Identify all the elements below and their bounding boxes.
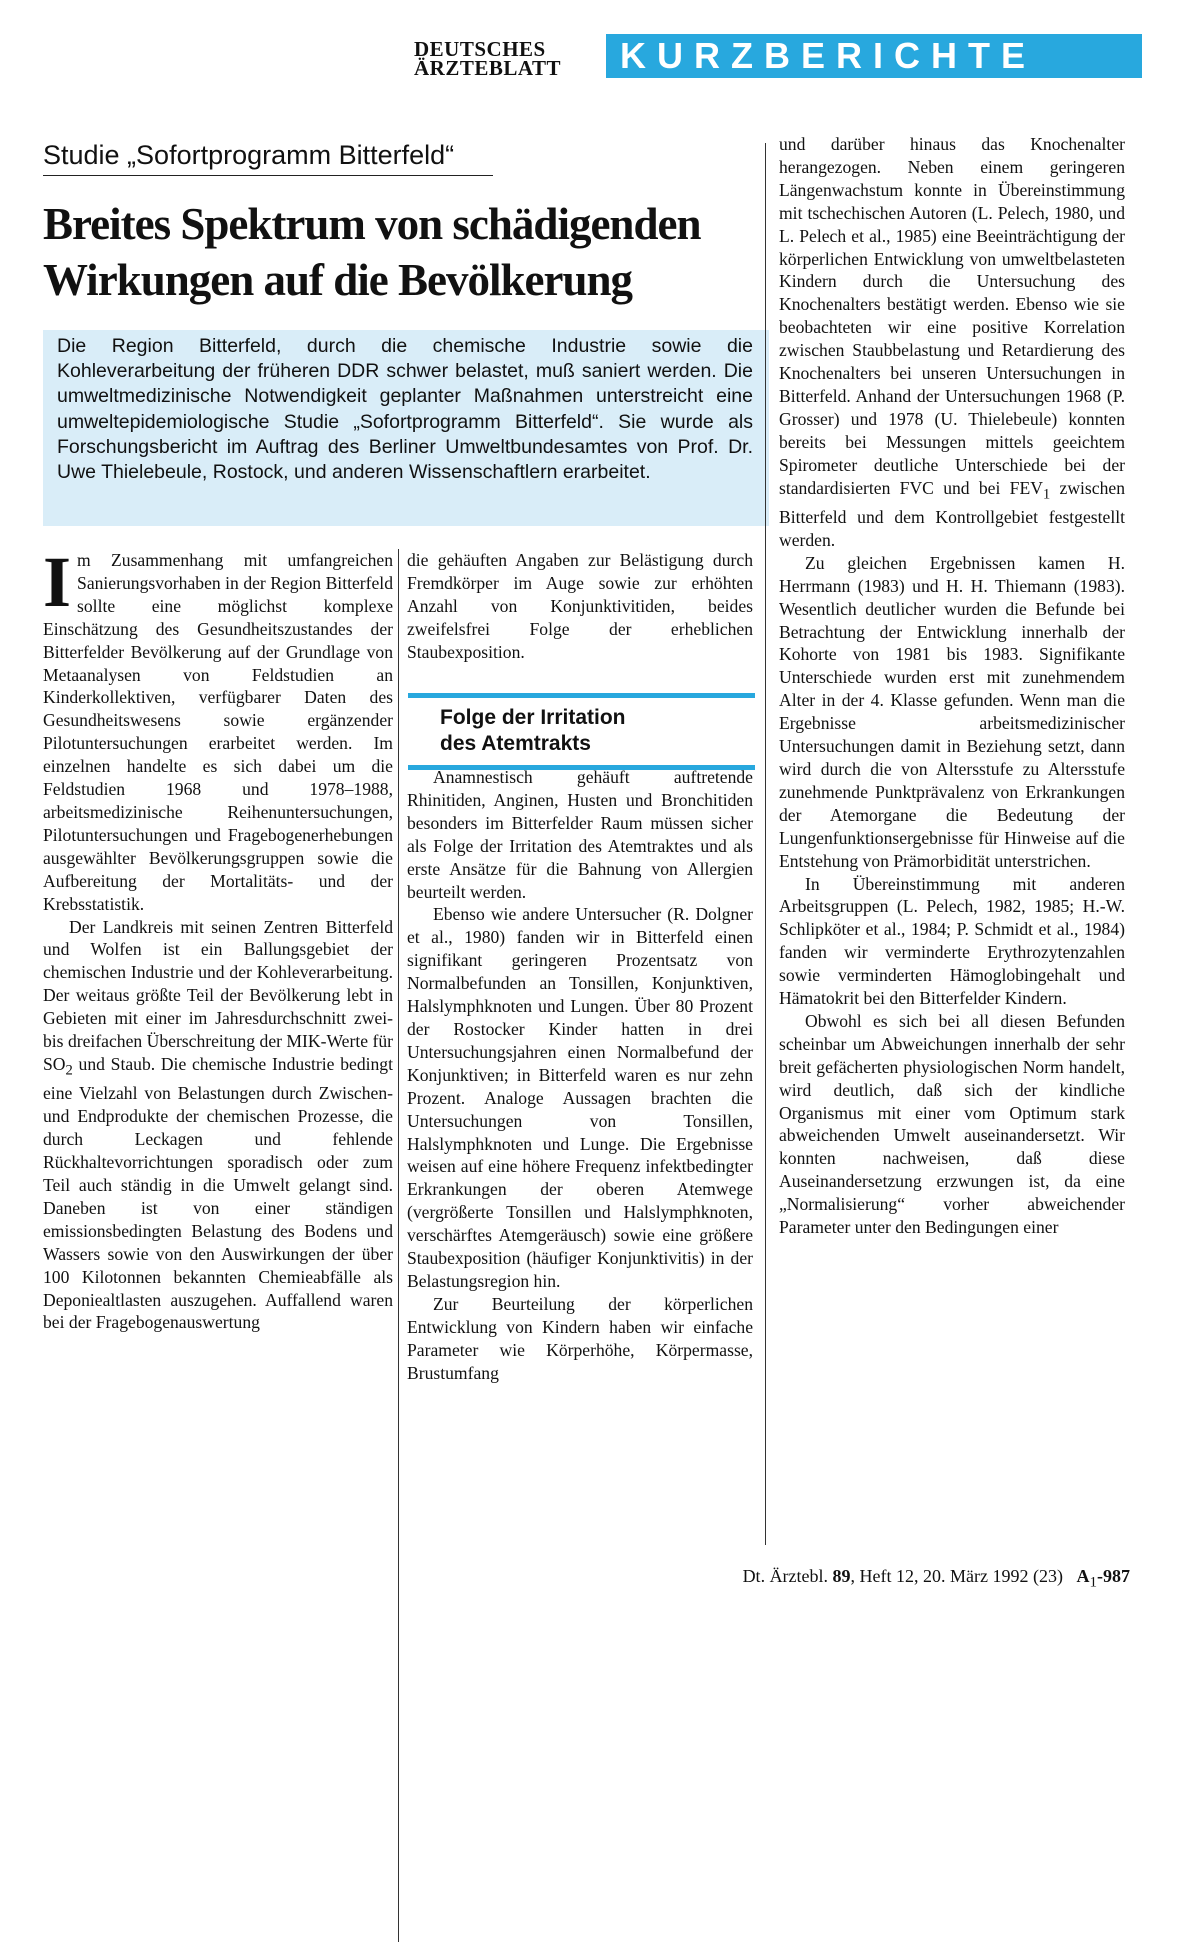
section-subheading	[408, 693, 755, 770]
body-paragraph: Obwohl es sich bei all diesen Befunden scheinbar um Abweichungen innerhalb der sehr breit gefächerten physiologischen Norm handelt, wird deutlich, daß sich der kindliche Organismus mit einer vom Optimum stark abweichenden Umwelt auseinandersetzt. Wir konnten nachweisen, daß diese Auseinandersetzung erzwungen ist, da eine „Normalisierung“ vorher abweichender Parameter unter den Bedingungen einer	[779, 1010, 1125, 1238]
column-3	[779, 133, 1125, 1239]
column-rule-2	[765, 143, 766, 1545]
paragraph-text: Der Landkreis mit seinen Zentren Bitterfeld und Wolfen ist ein Ballungsgebiet der chemischen Industrie und der Kohleverarbeitung. Der weitaus größte Teil der Bevölkerung lebt in Gebieten mit einer im Jahresdurchschnitt zwei- bis dreifachen Überschreitung der MIK-Werte für SO	[43, 916, 393, 1074]
subheading-line-2: des Atemtrakts	[440, 732, 591, 755]
citation-text: Dt. Ärztebl.	[742, 1566, 833, 1586]
drop-cap: I	[43, 542, 72, 622]
subscript: 1	[1042, 486, 1051, 503]
body-paragraph	[43, 916, 393, 1335]
paragraph-text: und darüber hinaus das Knochenalter herangezogen. Neben einem geringeren Längenwachstum konnte in Übereinstimmung mit tschechischen Autoren (L. Pelech, 1980, und L. Pelech et al., 1985) eine Beeinträchtigung der körperlichen Entwicklung von umweltbelasteten Kindern durch die Untersuchung des Knochenalters bestätigt werden. Ebenso wie sie beobachteten wir eine positive Korrelation zwischen Staubbelastung und Retardierung des Knochenalters bei unseren Untersuchungen in Bitterfeld. Anhand der Untersuchungen 1968 (P. Grosser) und 1978 (U. Thielebeule) konnten bereits bei Messungen mittels geeichtem Spirometer deutliche Unterschiede bei der standardisierten FVC und bei FEV	[779, 134, 1125, 498]
body-paragraph: Zur Beurteilung der körperlichen Entwicklung von Kindern haben wir einfache Parameter wie Körperhöhe, Körpermasse, Brustumfang	[407, 1293, 753, 1383]
body-paragraph: Anamnestisch gehäuft auftretende Rhinitiden, Anginen, Husten und Bronchitiden besonders im Bitterfelder Raum müssen sicher als Folge der Irritation des Atemtraktes und als erste Ansätze für die Bahnung von Allergien beurteilt werden.	[407, 767, 753, 902]
lead-paragraph: Die Region Bitterfeld, durch die chemische Industrie sowie die Kohleverarbeitung der früheren DDR schwer belastet, muß saniert werden. Die umweltmedizinische Notwendigkeit geplanter Maßnahmen unterstreicht eine umweltepidemiologische Studie „Sofortprogramm Bitterfeld“. Sie wurde als Forschungsbericht im Auftrag des Berliner Umweltbundesamtes von Prof. Dr. Uwe Thielebeule, Rostock, und anderen Wissenschaftlern erarbeitet.	[43, 330, 769, 526]
body-paragraph: die gehäuften Angaben zur Belästigung durch Fremdkörper im Auge sowie zur erhöhten Anzahl von Konjunktivitiden, beides zweifelsfrei Folge der erheblichen Staubexposition.	[407, 550, 753, 662]
page-prefix: A	[1076, 1566, 1090, 1586]
subheading-line-1: Folge der Irritation	[440, 706, 626, 729]
journal-logo	[414, 37, 594, 80]
column-1	[43, 542, 393, 1334]
body-paragraph	[779, 133, 1125, 552]
page-footer	[660, 1566, 1130, 1592]
column-2-continued	[407, 766, 753, 1384]
paragraph-text: zwischen Bitterfeld und dem Kontrollgebiet festgestellt werden.	[779, 477, 1125, 550]
column-2	[407, 549, 753, 664]
headline-line-1: Breites Spektrum von schädigenden	[43, 199, 701, 249]
body-paragraph: Ebenso wie andere Untersucher (R. Dolgner et al., 1980) fanden wir in Bitterfeld einen signifikant geringeren Prozentsatz von Normalbefunden an Tonsillen, Konjunktiven, Halslymphknoten und Lungen. Über 80 Prozent der Rostocker Kinder hatten in drei Untersuchungsjahren einen Normalbefund der Konjunktiven; in Bitterfeld waren es nur zehn Prozent. Analoge Aussagen brachten die Untersuchungen von Tonsillen, Halslymphknoten und Lunge. Die Ergebnisse weisen auf eine höhere Frequenz infektbedingter Erkrankungen der oberen Atemwege (vergrößerte Tonsillen und Halslymphknoten, verschärftes Atemgeräusch) sowie eine größere Staubexposition (häufiger Konjunktivitis) in der Belastungsregion hin.	[407, 904, 753, 1291]
logo-line-2: ÄRZTEBLATT	[414, 56, 561, 80]
page-prefix-sub: 1	[1089, 1574, 1097, 1591]
paragraph-text: m Zusammenhang mit umfangreichen Sanierungsvorhaben in der Region Bitterfeld sollte eine möglichst komplexe Einschätzung des Gesundheitszustandes der Bitterfelder Bevölkerung auf der Grundlage von Metaanalysen von Feldstudien an Kinderkollektiven, verfügbarer Daten des Gesundheitswesens sowie ergänzender Pilotuntersuchungen erarbeitet werden. Im einzelnen handelte es sich dabei um die Feldstudien 1968 und 1978–1988, arbeitsmedizinische Reihenuntersuchungen, Pilotuntersuchungen und Fragebogenerhebungen ausgewählter Bevölkerungsgruppen sowie die Aufbereitung der Mortalitäts- und der Krebsstatistik.	[43, 550, 393, 914]
body-paragraph: Zu gleichen Ergebnissen kamen H. Herrmann (1983) und H. H. Thiemann (1983). Wesentlich deutlicher wurden die Befunde bei Betrachtung der Entwicklung innerhalb der Kohorte von 1981 bis 1983. Signifikante Unterschiede wurden erst mit zunehmendem Alter in der 4. Klasse gefunden. Wenn man die Ergebnisse arbeitsmedizinischer Untersuchungen damit in Beziehung setzt, dann wird durch die von Altersstufe zu Altersstufe zunehmende Punktprävalenz von Erkrankungen der Atemorgane die Bedeutung der Lungenfunktionsergebnisse für Hinweise auf die Entstehung von Prämorbidität unterstrichen.	[779, 552, 1125, 871]
article-headline	[43, 196, 763, 308]
body-paragraph: In Übereinstimmung mit anderen Arbeitsgruppen (L. Pelech, 1982, 1985; H.-W. Schlipköter et al., 1984; P. Schmidt et al., 1984) fanden wir verminderte Erythrozytenzahlen sowie verminderten Hämoglobingehalt und Hämatokrit bei den Bitterfelder Kindern.	[779, 873, 1125, 1009]
column-rule-1	[398, 549, 399, 1942]
article-kicker: Studie „Sofortprogramm Bitterfeld“	[43, 140, 493, 176]
subscript: 2	[65, 1062, 73, 1079]
volume-number: 89	[832, 1566, 851, 1586]
citation-issue: , Heft 12, 20. März 1992 (23)	[850, 1566, 1063, 1586]
headline-line-2: Wirkungen auf die Bevölkerung	[43, 255, 633, 305]
page-number: -987	[1097, 1566, 1130, 1586]
section-banner: KURZBERICHTE	[606, 34, 1142, 78]
logo-line-1: DEUTSCHES	[414, 37, 546, 61]
paragraph-text: und Staub. Die chemische Industrie bedingt eine Vielzahl von Belastungen durch Zwischen- und Endprodukte der chemischen Prozesse, die durch Leckagen und fehlende Rückhaltevorrichtungen sporadisch oder zum Teil auch ständig in die Umwelt gelangt sind. Daneben ist von einer ständigen emissionsbedingten Belastung des Bodens und Wassers sowie von den Auswirkungen der über 100 Kilotonnen bekannten Chemieabfälle als Deponiealtlasten auszugehen. Auffallend waren bei der Fragebogenauswertung	[43, 1053, 393, 1333]
body-paragraph	[43, 542, 393, 916]
